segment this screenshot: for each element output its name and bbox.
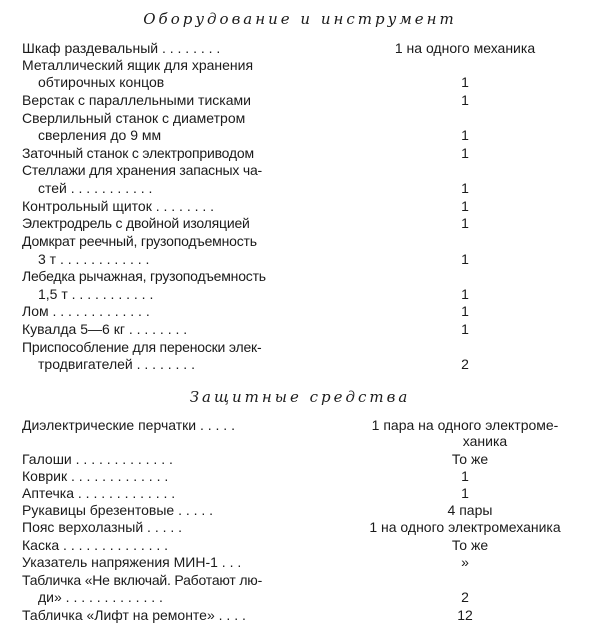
protection-item-name: Табличка «Не включай. Работают лю- (22, 572, 263, 588)
equipment-item-name-cont: 3 т . . . . . . . . . . . . (38, 251, 150, 267)
protection-item-name: Аптечка . . . . . . . . . . . . . (22, 485, 176, 501)
protection-item-name: Рукавицы брезентовые . . . . . (22, 502, 214, 518)
equipment-item-name: Шкаф раздевальный . . . . . . . . (22, 40, 221, 56)
protection-item-name: Указатель напряжения МИН-1 . . . (22, 554, 242, 570)
equipment-item-qty: 1 (461, 145, 469, 161)
equipment-item-qty: 1 (461, 198, 469, 214)
equipment-item-name: Стеллажи для хранения запасных ча- (22, 162, 263, 178)
equipment-item-qty: 1 (461, 215, 469, 231)
equipment-heading: Оборудование и инструмент (143, 10, 457, 28)
protection-item-name: Коврик . . . . . . . . . . . . . (22, 468, 169, 484)
protection-item-qty-cont: ханика (462, 433, 508, 449)
equipment-item-name: Верстак с параллельными тисками (22, 92, 251, 108)
protection-item-qty: То же (451, 537, 489, 553)
equipment-item-name: Кувалда 5—6 кг . . . . . . . . (22, 321, 188, 337)
protection-item-name: Каска . . . . . . . . . . . . . . (22, 537, 169, 553)
protection-item-name: Табличка «Лифт на ремонте» . . . . (22, 607, 246, 623)
equipment-item-qty: 1 (461, 127, 469, 143)
equipment-item-name-cont: 1,5 т . . . . . . . . . . . (38, 286, 154, 302)
equipment-item-name-cont: сверления до 9 мм (38, 127, 162, 143)
equipment-item-name: Контрольный щиток . . . . . . . . (22, 198, 215, 214)
equipment-item-name-cont: стей . . . . . . . . . . . (38, 180, 153, 196)
protection-heading: Защитные средства (189, 388, 411, 406)
equipment-item-name: Приспособление для переноски элек- (22, 339, 262, 355)
equipment-item-qty: 1 (461, 74, 469, 90)
protection-item-name: Диэлектрические перчатки . . . . . (22, 417, 235, 433)
protection-item-qty: 1 на одного электромеханика (369, 519, 561, 535)
equipment-item-name: Заточный станок с электроприводом (22, 145, 254, 161)
protection-item-qty: 1 (461, 468, 469, 484)
protection-item-qty: 2 (461, 589, 469, 605)
protection-item-qty: 1 (461, 485, 469, 501)
protection-item-name-cont: ди» . . . . . . . . . . . . . (38, 589, 163, 605)
equipment-item-qty: 1 (461, 92, 469, 108)
equipment-item-name-cont: тродвигателей . . . . . . . . (38, 356, 195, 372)
protection-item-qty: 4 пары (447, 502, 493, 518)
equipment-item-qty: 1 (461, 321, 469, 337)
equipment-item-name: Сверлильный станок с диаметром (22, 110, 246, 126)
equipment-item-name: Металлический ящик для хранения (22, 57, 254, 73)
equipment-item-name-cont: обтирочных концов (38, 74, 165, 90)
equipment-item-qty: 1 на одного механика (394, 40, 536, 56)
protection-item-qty: 12 (457, 607, 473, 623)
equipment-item-name: Лом . . . . . . . . . . . . . (22, 303, 150, 319)
equipment-item-name: Домкрат реечный, грузоподъемность (22, 233, 257, 249)
equipment-item-name: Лебедка рычажная, грузоподъемность (22, 268, 266, 284)
equipment-item-qty: 1 (461, 286, 469, 302)
equipment-item-qty: 1 (461, 251, 469, 267)
protection-item-qty: 1 пара на одного электроме- (371, 417, 559, 433)
equipment-item-qty: 2 (461, 356, 469, 372)
equipment-item-qty: 1 (461, 303, 469, 319)
equipment-item-name: Электродрель с двойной изоляцией (22, 215, 250, 231)
protection-item-name: Пояс верхолазный . . . . . (22, 519, 183, 535)
protection-item-qty: » (461, 554, 469, 570)
protection-item-name: Галоши . . . . . . . . . . . . . (22, 451, 173, 467)
equipment-item-qty: 1 (461, 180, 469, 196)
protection-item-qty: То же (451, 451, 489, 467)
